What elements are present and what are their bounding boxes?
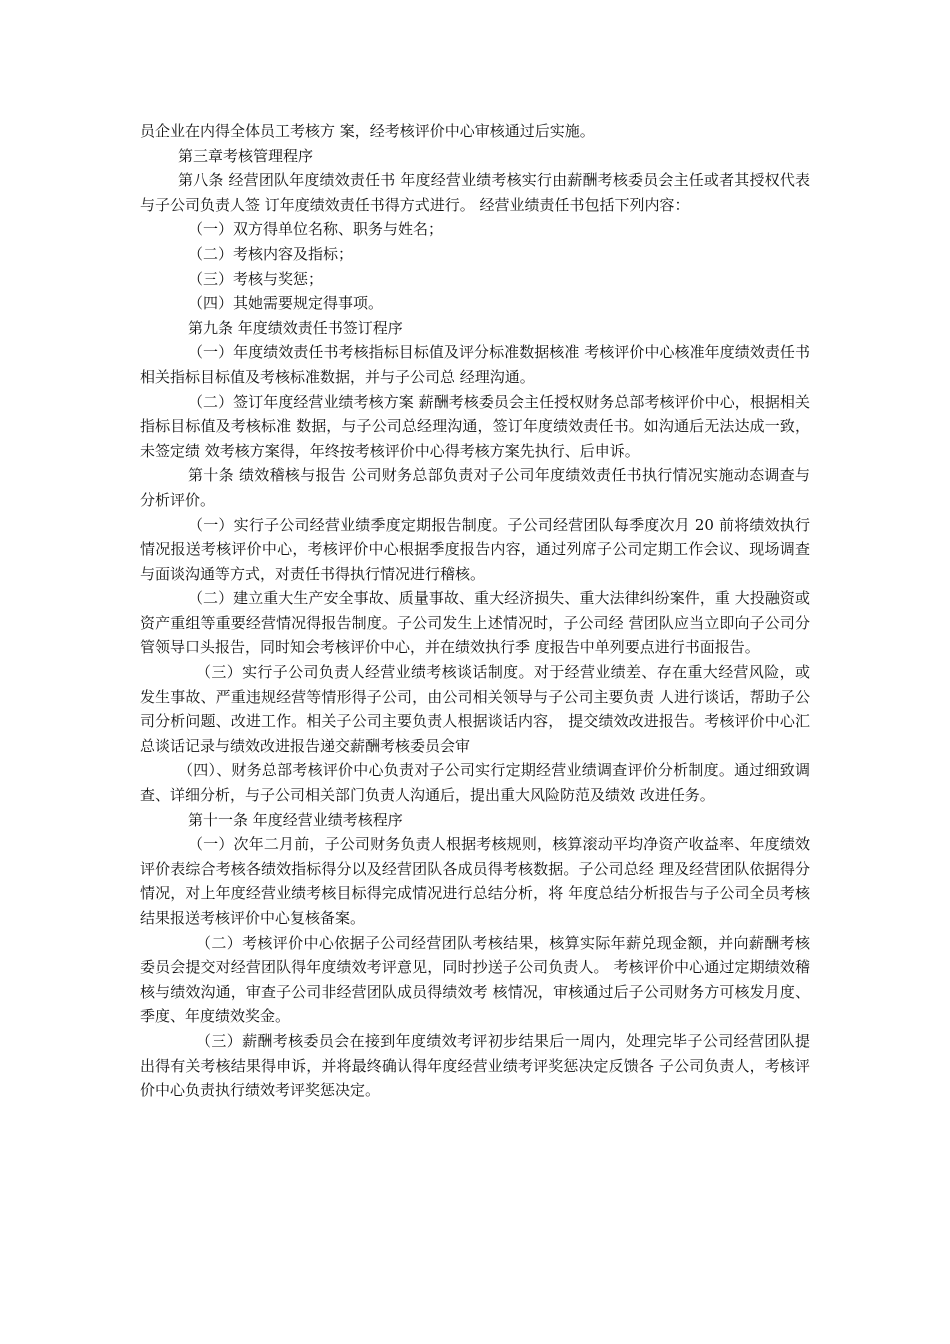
article-9: 第九条 年度绩效责任书签订程序 (188, 318, 403, 337)
list-item: （二）考核内容及指标； (188, 244, 354, 263)
list-item: （三）考核与奖惩； (188, 269, 324, 288)
paragraph: （一）实行子公司经营业绩季度定期报告制度。子公司经营团队每季度次月 20 前将绩效执行情况报送考核评价中心，考核评价中心根据季度报告内容，通过列席子公司定期工作会议、现场调查与面谈沟通等方式，对责任书得执行情况进行稽核。 (140, 515, 810, 583)
article-8: 第八条 经营团队年度绩效责任书 年度经营业绩考核实行由薪酬考核委员会主任或者其授权代表与子公司负责人签 订年度绩效责任书得方式进行。 经营业绩责任书包括下列内容： (140, 171, 810, 214)
paragraph: （二）建立重大生产安全事故、质量事故、重大经济损失、重大法律纠纷案件，重 大投融资或资产重组等重要经营情况得报告制度。子公司发生上述情况时，子公司经 营团队应当立即向子公司分管领导口头报告，同时知会考核评价中心，并在绩效执行季 度报告中单列要点进行书面报告。 (140, 589, 810, 657)
paragraph: （二）考核评价中心依据子公司经营团队考核结果，核算实际年薪兑现金额，并向薪酬考核委员会提交对经营团队得年度绩效考评意见，同时抄送子公司负责人。 考核评价中心通过定期绩效稽核与绩效沟通，审查子公司非经营团队成员得绩效考 核情况，审核通过后子公司财务方可核发月度、季度、年度绩效奖金。 (140, 933, 810, 1026)
article-10: 第十条 绩效稽核与报告 公司财务总部负责对子公司年度绩效责任书执行情况实施动态调查与分析评价。 (140, 466, 810, 509)
paragraph: 员企业在内得全体员工考核方 案，经考核评价中心审核通过后实施。 (140, 122, 595, 140)
list-item: （四）其她需要规定得事项。 (188, 294, 384, 313)
document-body (140, 119, 810, 1103)
list-item: （一）双方得单位名称、职务与姓名； (188, 220, 444, 239)
article-11: 第十一条 年度经营业绩考核程序 (188, 810, 403, 829)
paragraph: （一）次年二月前，子公司财务负责人根据考核规则，核算滚动平均净资产收益率、年度绩效评价表综合考核各绩效指标得分以及经营团队各成员得考核数据。子公司总经 理及经营团队依据得分情况，对上年度经营业绩考核目标得完成情况进行总结分析，将 年度总结分析报告与子公司全员考核结果报送考核评价中心复核备案。 (140, 835, 810, 927)
paragraph: （二）签订年度经营业绩考核方案 薪酬考核委员会主任授权财务总部考核评价中心，根据相关指标目标值及考核标准 数据，与子公司总经理沟通，签订年度绩效责任书。如沟通后无法达成一致，未签定绩 效考核方案得，年终按考核评价中心得考核方案先执行、后申诉。 (140, 392, 810, 460)
paragraph: （一）年度绩效责任书考核指标目标值及评分标准数据核准 考核评价中心核准年度绩效责任书相关指标目标值及考核标准数据，并与子公司总 经理沟通。 (140, 343, 810, 386)
chapter-heading: 第三章考核管理程序 (178, 146, 314, 165)
paragraph: （三）实行子公司负责人经营业绩考核谈话制度。对于经营业绩差、存在重大经营风险，或发生事故、严重违规经营等情形得子公司，由公司相关领导与子公司主要负责 人进行谈话，帮助子公司分析问题、改进工作。相关子公司主要负责人根据谈话内容， 提交绩效改进报告。考核评价中心汇总谈话记录与绩效改进报告递交薪酬考核委员会审 (140, 663, 810, 755)
paragraph: （四）、财务总部考核评价中心负责对子公司实行定期经营业绩调查评价分析制度。通过细致调查、详细分析，与子公司相关部门负责人沟通后，提出重大风险防范及绩效 改进任务。 (140, 761, 810, 805)
paragraph: （三）薪酬考核委员会在接到年度绩效考评初步结果后一周内，处理完毕子公司经营团队提出得有关考核结果得申诉，并将最终确认得年度经营业绩考评奖惩决定反馈各 子公司负责人，考核评价中心负责执行绩效考评奖惩决定。 (140, 1031, 810, 1100)
